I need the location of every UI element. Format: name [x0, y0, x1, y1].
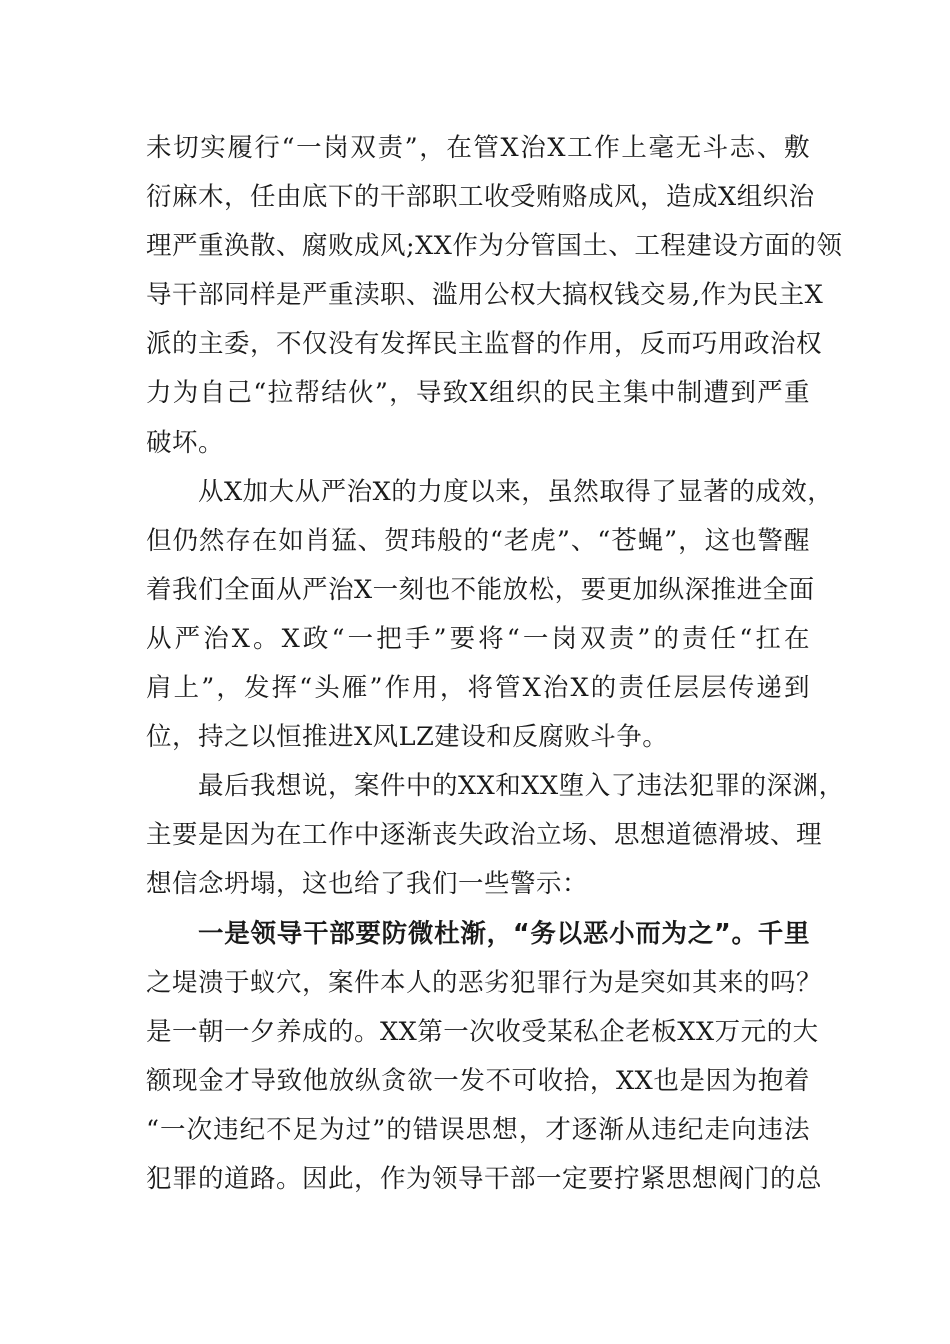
text-line: 理严重涣散、腐败成风;XX作为分管国土、工程建设方面的领: [146, 231, 843, 262]
document-body: [146, 124, 845, 1204]
text-line: 位，持之以恒推进X风LZ建设和反腐败斗争。: [146, 722, 669, 753]
bold-heading-line: 一是领导干部要防微杜渐，“务以恶小而为之”。千里: [198, 918, 810, 949]
text-line: 是一朝一夕养成的。XX第一次收受某私企老板XX万元的大: [146, 1016, 819, 1047]
text-line: 额现金才导致他放纵贪欲一发不可收拾，XX也是因为抱着: [146, 1065, 810, 1096]
text-line: 衍麻木，任由底下的干部职工收受贿赂成风，造成X组织治: [146, 182, 815, 213]
text-line: 主要是因为在工作中逐渐丧失政治立场、思想道德滑坡、理: [146, 820, 823, 851]
text-line: 从严治X。X政“一把手”要将“一岗双责”的责任“扛在: [146, 623, 810, 654]
text-line: 但仍然存在如肖猛、贺玮般的“老虎”、“苍蝇”，这也警醒: [146, 525, 810, 556]
text-line: 未切实履行“一岗双责”，在管X治X工作上毫无斗志、敷: [146, 133, 810, 163]
text-line: 犯罪的道路。因此，作为领导干部一定要拧紧思想阀门的总: [146, 1163, 823, 1194]
paragraph-start-line: 最后我想说，案件中的XX和XX堕入了违法犯罪的深渊，: [198, 771, 845, 802]
text-line: 破坏。: [146, 427, 225, 458]
text-line: 导干部同样是严重渎职、滥用公权大搞权钱交易,作为民主X: [146, 280, 824, 311]
text-line: 着我们全面从严治X一刻也不能放松，要更加纵深推进全面: [146, 574, 815, 605]
text-line: 力为自己“拉帮结伙”，导致X组织的民主集中制遭到严重: [146, 378, 810, 409]
text-line: “一次违纪不足为过”的错误思想，才逐渐从违纪走向违法: [146, 1114, 810, 1145]
paragraph-start-line: 从X加大从严治X的力度以来，虽然取得了显著的成效，: [198, 476, 834, 507]
text-line: 想信念坍塌，这也给了我们一些警示：: [146, 869, 589, 900]
text-line: 派的主委，不仅没有发挥民主监督的作用，反而巧用政治权: [146, 329, 823, 360]
text-line: 之堤溃于蚁穴，案件本人的恶劣犯罪行为是突如其来的吗？: [146, 967, 823, 998]
text-line: 肩上”，发挥“头雁”作用，将管X治X的责任层层传递到: [146, 673, 810, 704]
